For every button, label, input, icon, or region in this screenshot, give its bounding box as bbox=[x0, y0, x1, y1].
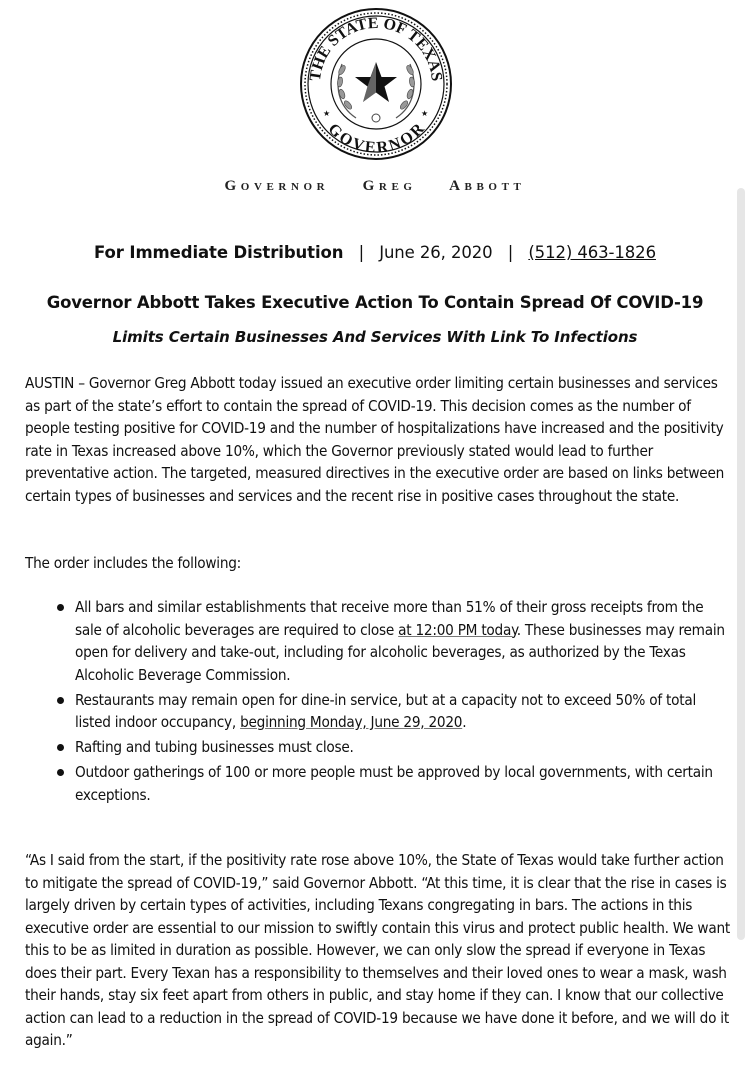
texas-governor-seal-icon bbox=[298, 6, 454, 162]
list-item: All bars and similar establishments that receive more than 51% of their gross receipts from the sale of alcoholic beverages are required to close at 12:00 PM today. These businesses may remain open for delivery and take-out, including for alcoholic beverages, as authorized by the Texas Alcoholic Beverage Commission. bbox=[25, 596, 730, 686]
phone-link[interactable]: (512) 463-1826 bbox=[528, 243, 656, 262]
svg-text:GOVERNOR: GOVERNOR bbox=[324, 120, 428, 157]
order-bullet-list bbox=[25, 596, 730, 809]
list-item: Rafting and tubing businesses must close. bbox=[25, 736, 730, 759]
svg-text:★: ★ bbox=[421, 109, 429, 118]
intro-paragraph: AUSTIN – Governor Greg Abbott today issued an executive order limiting certain businesses and services as part of the state’s effort to contain the spread of COVID-19. This decision comes as the number of people testing positive for COVID-19 and the number of hospitalizations have increased and the positivity rate in Texas increased above 10%, which the Governor previously stated would lead to further preventative action. The targeted, measured directives in the executive order are based on links between certain types of businesses and services and the recent rise in positive cases throughout the state. bbox=[25, 374, 725, 505]
headline: Governor Abbott Takes Executive Action To Contain Spread Of COVID-19 bbox=[46, 293, 704, 312]
svg-text:THE STATE OF TEXAS: THE STATE OF TEXAS bbox=[306, 14, 446, 83]
masthead-title bbox=[0, 178, 750, 195]
separator: | bbox=[507, 243, 514, 262]
distribution-label: For Immediate Distribution bbox=[94, 243, 344, 262]
list-item: Restaurants may remain open for dine-in service, but at a capacity not to exceed 50% of total listed indoor occupancy, beginning Monday, June 29, 2020. bbox=[25, 689, 730, 734]
masthead-last-name: Abbott bbox=[449, 178, 526, 194]
bullet-icon bbox=[57, 604, 64, 611]
bullet-icon bbox=[57, 769, 64, 776]
subheadline: Limits Certain Businesses And Services With Link To Infections bbox=[112, 328, 638, 346]
underlined-date: beginning Monday, June 29, 2020 bbox=[240, 713, 463, 731]
masthead-middle-name: Greg bbox=[362, 178, 417, 194]
underlined-time: at 12:00 PM today bbox=[398, 620, 517, 639]
distribution-line bbox=[0, 243, 750, 262]
bullet-icon bbox=[57, 697, 64, 704]
bullet-icon bbox=[57, 744, 64, 751]
vertical-scrollbar[interactable] bbox=[737, 188, 745, 940]
svg-text:★: ★ bbox=[323, 109, 331, 118]
list-item: Outdoor gatherings of 100 or more people must be approved by local governments, with certain exceptions. bbox=[25, 761, 730, 806]
order-intro-paragraph: The order includes the following: bbox=[25, 554, 242, 572]
masthead-first-name: Governor bbox=[224, 178, 330, 194]
separator: | bbox=[358, 243, 365, 262]
release-date: June 26, 2020 bbox=[379, 243, 493, 262]
quote-paragraph: “As I said from the start, if the positivity rate rose above 10%, the State of Texas would take further action to mitigate the spread of COVID-19,” said Governor Abbott. “At this time, it is clear that the rise in cases is largely driven by certain types of activities, including Texans congregating in bars. The actions in this executive order are essential to our mission to swiftly contain this virus and protect public health. We want this to be as limited in duration as possible. However, we can only slow the spread if everyone in Texas does their part. Every Texan has a responsibility to themselves and their loved ones to wear a mask, wash their hands, stay six feet apart from others in public, and stay home if they can. I know that our collective action can lead to a reduction in the spread of COVID-19 because we have done it before, and we will do it again.” bbox=[25, 851, 730, 1049]
